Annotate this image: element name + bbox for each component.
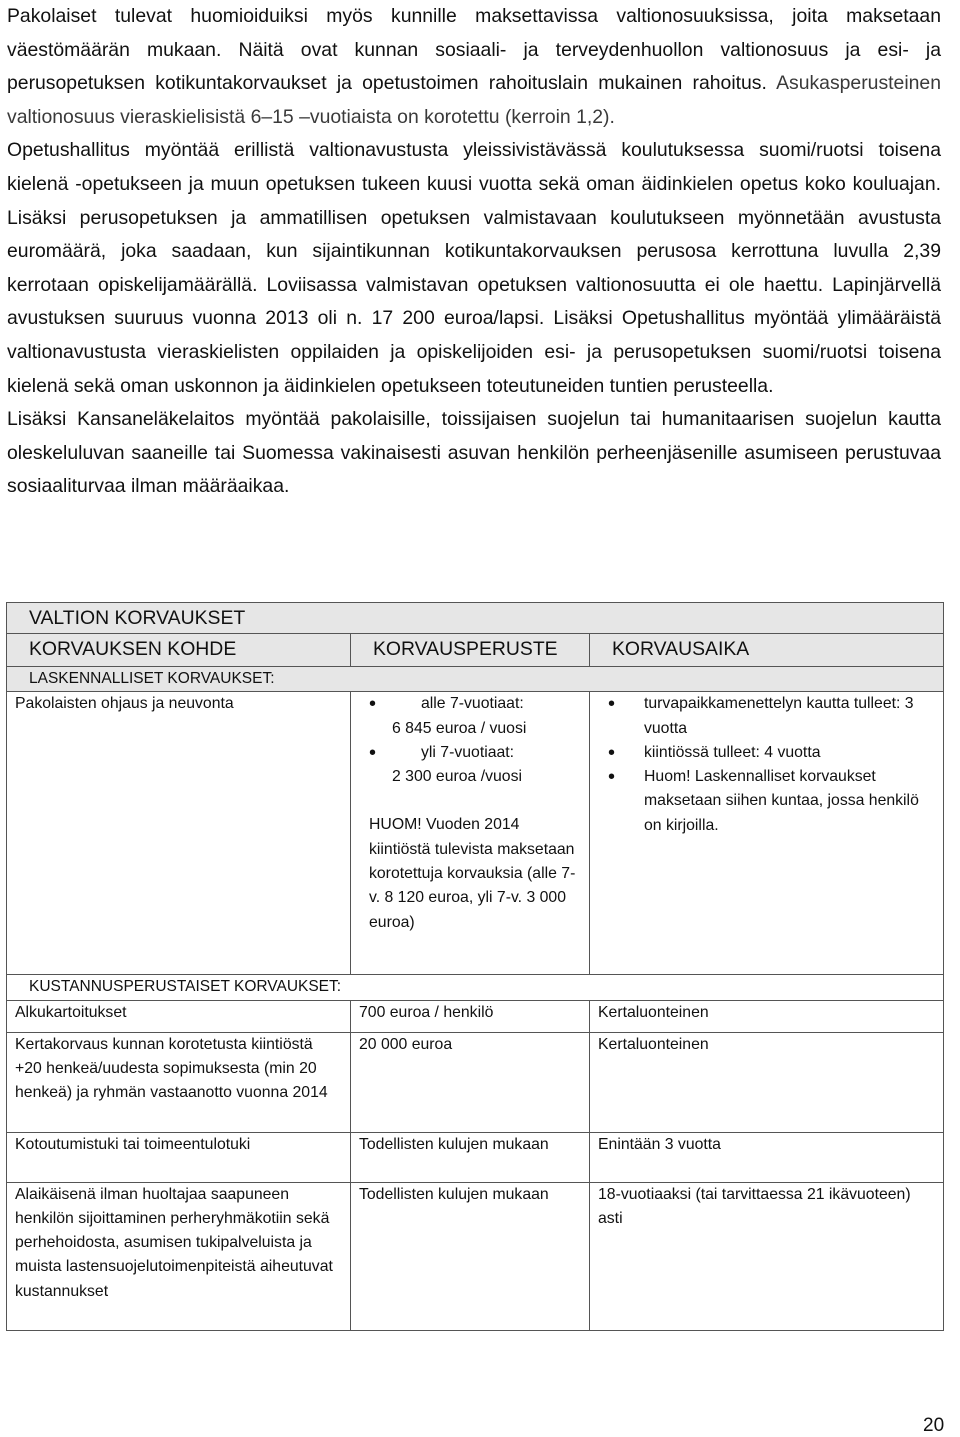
table-header-row [7,634,944,667]
paragraph-kela: Lisäksi Kansaneläkelaitos myöntää pakolaisille, toissijaisen suojelun tai humanitaarisen suojelun kautta oleskeluluvan saaneille tai Suomessa vakinaisesti asuvan henkilön perheenjäsenille asumiseen perustuvaa sosiaaliturvaa ilman määräaikaa. [7,408,941,498]
cell-kohde: Alaikäisenä ilman huoltajaa saapuneen henkilön sijoittaminen perheryhmäkotiin sekä perhehoidosta, asumisen tukipalveluista ja muista lastensuojelutoimenpiteistä aiheutuvat kustannukset [7,1182,351,1330]
list-item: • turvapaikkamenettelyn kautta tulleet: 3 vuotta [598,692,935,741]
section-row-laskennalliset [7,667,944,692]
table-row [7,692,944,975]
list-item: • Huom! Laskennalliset korvaukset maksetaan siihen kuntaa, jossa henkilö on kirjoilla. [598,765,935,838]
list-item [359,741,581,765]
section-laskennalliset: LASKENNALLISET KORVAUKSET: [7,667,944,692]
cell-aika: Kertaluonteinen [590,1000,944,1032]
cell-aika [590,692,944,975]
table-row [7,1182,944,1330]
aika-list [598,692,935,838]
header-korvausaika: KORVAUSAIKA [590,634,944,667]
cell-kohde: Kotoutumistuki tai toimeentulotuki [7,1132,351,1182]
table-title: VALTION KORVAUKSET [7,603,944,634]
cell-peruste [351,692,590,975]
cell-kohde: Alkukartoitukset [7,1000,351,1032]
section-row-kustannusperustaiset [7,975,944,1000]
peruste-bullet-label: alle 7-vuotiaat: [421,695,524,713]
cell-kohde: Kertakorvaus kunnan korotetusta kiintiöstä +20 henkeä/uudesta sopimuksesta (min 20 henkeä) ja ryhmän vastaanotto vuonna 2014 [7,1032,351,1132]
paragraph-valtionosuudet [7,0,941,134]
cell-peruste: 700 euroa / henkilö [351,1000,590,1032]
table-row [7,1000,944,1032]
list-item [359,692,581,716]
huom-note: HUOM! Vuoden 2014 kiintiöstä tulevista maksetaan korotettuja korvauksia (alle 7-v. 8 120 euroa, yli 7-v. 3 000 euroa) [369,816,576,931]
cell-aika: Enintään 3 vuotta [590,1132,944,1182]
cell-kohde: Pakolaisten ohjaus ja neuvonta [7,692,351,975]
peruste-bullet-label: yli 7-vuotiaat: [421,743,515,761]
header-korvausperuste: KORVAUSPERUSTE [351,634,590,667]
cell-peruste: 20 000 euroa [351,1032,590,1132]
paragraph-opetushallitus: Opetushallitus myöntää erillistä valtionavustusta yleissivistävässä koulutuksessa suomi/ruotsi toisena kielenä -opetukseen ja muun opetuksen tukeen kuusi vuotta sekä oman äidinkielen opetus koko kouluajan. Lisäksi perusopetuksen ja ammatillisen opetuksen valmistavaan koulutukseen myönnetään avustusta euromäärä, joka saadaan, kun sijaintikunnan kotikuntakorvauksen perusosa kerrottuna luvulla 2,39 kerrotaan opiskelijamäärällä. Loviisassa valmistavan opetuksen valtionosuutta ei ole haettu. Lapinjärvellä avustuksen suuruus vuonna 2013 oli n. 17 200 euroa/lapsi. Lisäksi Opetushallitus myöntää ylimääräistä valtionavustusta vieraskielisten oppilaiden ja opiskelijoiden esi- ja perusopetuksen suomi/ruotsi toisena kielenä sekä oman uskonnon ja äidinkielen opetukseen toteutuneiden tuntien perusteella. [7,139,941,397]
cell-peruste: Todellisten kulujen mukaan [351,1182,590,1330]
cell-aika: Kertaluonteinen [590,1032,944,1132]
paragraph-valtionosuudet-part2: Asukasperusteinen valtionosuus vieraskielisistä 6–15 –vuotiaista on korotettu (kerroin 1,2). [7,72,941,128]
peruste-list [359,692,581,789]
table-row [7,1032,944,1132]
body-text [7,0,941,504]
table-title-row [7,603,944,634]
cell-aika: 18-vuotiaaksi (tai tarvittaessa 21 ikävuoteen) asti [590,1182,944,1330]
peruste-amount: 6 845 euroa / vuosi [392,719,527,737]
page-number: 20 [923,1415,945,1436]
section-kustannusperustaiset: KUSTANNUSPERUSTAISET KORVAUKSET: [7,975,944,1000]
table-row [7,1132,944,1182]
peruste-amount: 2 300 euroa /vuosi [392,768,522,786]
valtion-korvaukset-table [6,602,944,1331]
header-korvauksen-kohde: KORVAUKSEN KOHDE [7,634,351,667]
cell-peruste: Todellisten kulujen mukaan [351,1132,590,1182]
list-item: • kiintiössä tulleet: 4 vuotta [598,741,935,765]
paragraph-valtionosuudet-part1: Pakolaiset tulevat huomioiduiksi myös kunnille maksettavissa valtionosuuksissa, joita maksetaan väestömäärän mukaan. Näitä ovat kunnan sosiaali- ja terveydenhuollon valtionosuus ja esi- ja perusopetuksen kotikuntakorvaukset ja opetustoimen rahoituslain mukainen rahoitus. [7,5,941,95]
